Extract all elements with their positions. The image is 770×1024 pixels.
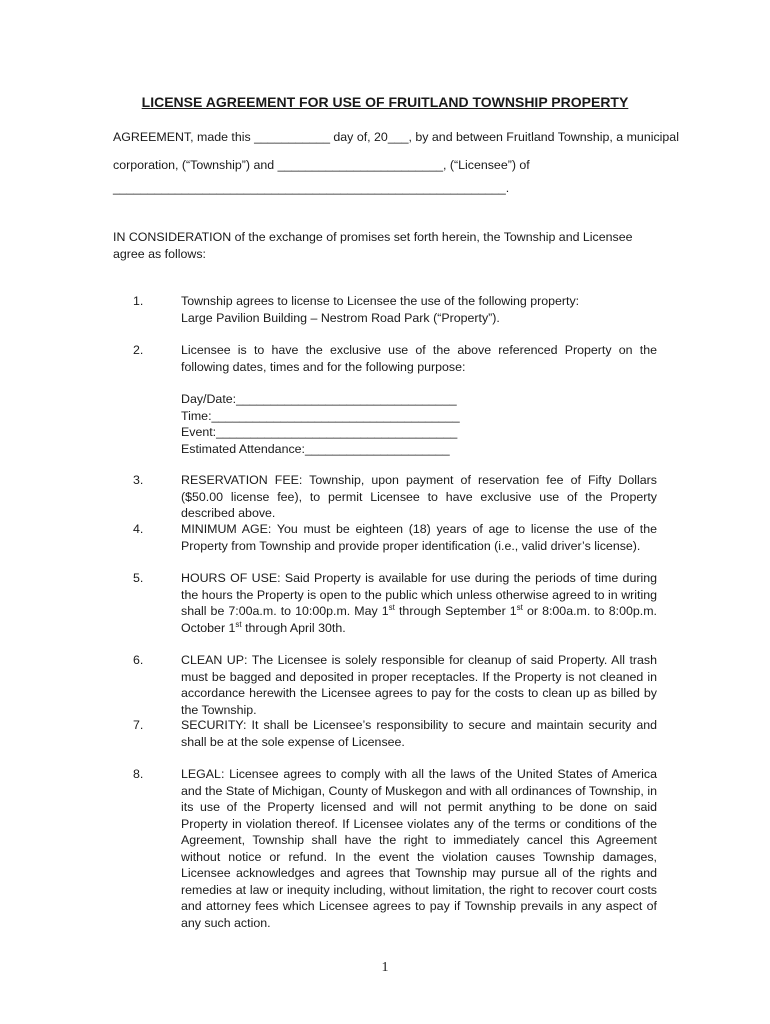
- time-field: Time:____________________________________: [181, 408, 460, 423]
- item-5-part-d: through April 30th.: [241, 620, 346, 635]
- item-5-part-c: or 8:00a.m. to 8:00p.m. October 1: [181, 604, 657, 635]
- item-3-number: 3.: [133, 473, 144, 487]
- daydate-field: Day/Date:________________________________: [181, 392, 457, 406]
- item-6-text: CLEAN UP: The Licensee is solely responsible for cleanup of said Property. All trash must be bagged and deposited in proper receptacles. If the Property is not cleaned in accordance herewith the Licensee agrees to pay for the costs to clean up as billed by the Township.: [181, 653, 657, 717]
- page-number: 1: [381, 960, 389, 975]
- item-5-part-b: through September 1: [394, 604, 517, 618]
- item-4-text: MINIMUM AGE: You must be eighteen (18) years of age to license the use of the Property from Township and provide proper identification (i.e., valid driver’s license).: [181, 522, 657, 553]
- item-4-number: 4.: [133, 522, 144, 536]
- item-2-fields: [181, 391, 657, 457]
- item-8-number: 8.: [133, 767, 144, 781]
- item-1-line-2: Large Pavilion Building – Nestrom Road Park (“Property”).: [181, 310, 500, 325]
- item-6-number: 6.: [133, 653, 144, 667]
- item-5-sup-3: st: [235, 619, 242, 629]
- item-5-part-a: HOURS OF USE: Said Property is available for use during the periods of time during the hours the Property is open to the public which unless otherwise agreed to in writing shall be 7:00a.m. to 10:00p.m. May 1: [181, 571, 657, 618]
- event-field: Event:___________________________________: [181, 425, 458, 439]
- item-8-text: LEGAL: Licensee agrees to comply with all the laws of the United States of America and the State of Michigan, County of Muskegon and with all ordinances of Township, in its use of the Property licensed and will not permit anything to be done on said Property in violation thereof. If Licensee violates any of the terms or conditions of the Agreement, Township shall have the right to immediately cancel this Agreement without notice or refund. In the event the violation causes Township damages, Licensee acknowledges and agrees that Township may pursue all of the rights and remedies at law or inequity including, without limitation, the right to recover court costs and attorney fees which Licensee agrees to pay if Township prevails in any aspect of any such action.: [181, 767, 657, 930]
- consideration-paragraph: IN CONSIDERATION of the exchange of promises set forth herein, the Township and Licensee agree as follows:: [113, 230, 633, 261]
- item-2-paragraph: Licensee is to have the exclusive use of the above referenced Property on the following dates, times and for the following purpose:: [181, 343, 657, 374]
- item-7-number: 7.: [133, 718, 144, 732]
- document-title: LICENSE AGREEMENT FOR USE OF FRUITLAND TOWNSHIP PROPERTY: [141, 94, 629, 110]
- item-1-text: [181, 293, 657, 326]
- item-1-line-1: Township agrees to license to Licensee the use of the following property:: [181, 294, 580, 308]
- item-2-number: 2.: [133, 343, 144, 357]
- item-5-sup-2: st: [516, 602, 523, 612]
- intro-line-2: corporation, (“Township”) and ________________________, (“Licensee”) of: [113, 158, 530, 172]
- item-1-number: 1.: [133, 294, 144, 308]
- item-5-sup-1: st: [388, 602, 395, 612]
- item-5-text: [181, 570, 657, 636]
- item-3-text: RESERVATION FEE: Township, upon payment of reservation fee of Fifty Dollars ($50.00 license fee), to permit Licensee to have exclusive use of the Property described above.: [181, 473, 657, 520]
- intro-line-3: _________________________________________________________.: [113, 181, 510, 195]
- item-5-number: 5.: [133, 571, 144, 585]
- item-7-text: SECURITY: It shall be Licensee’s responsibility to secure and maintain security and shall be at the sole expense of Licensee.: [181, 718, 657, 749]
- attendance-field: Estimated Attendance:_____________________: [181, 441, 450, 456]
- item-2-text: [181, 342, 657, 457]
- intro-line-1: AGREEMENT, made this ___________ day of, 20___, by and between Fruitland Township, a municipal: [113, 130, 679, 144]
